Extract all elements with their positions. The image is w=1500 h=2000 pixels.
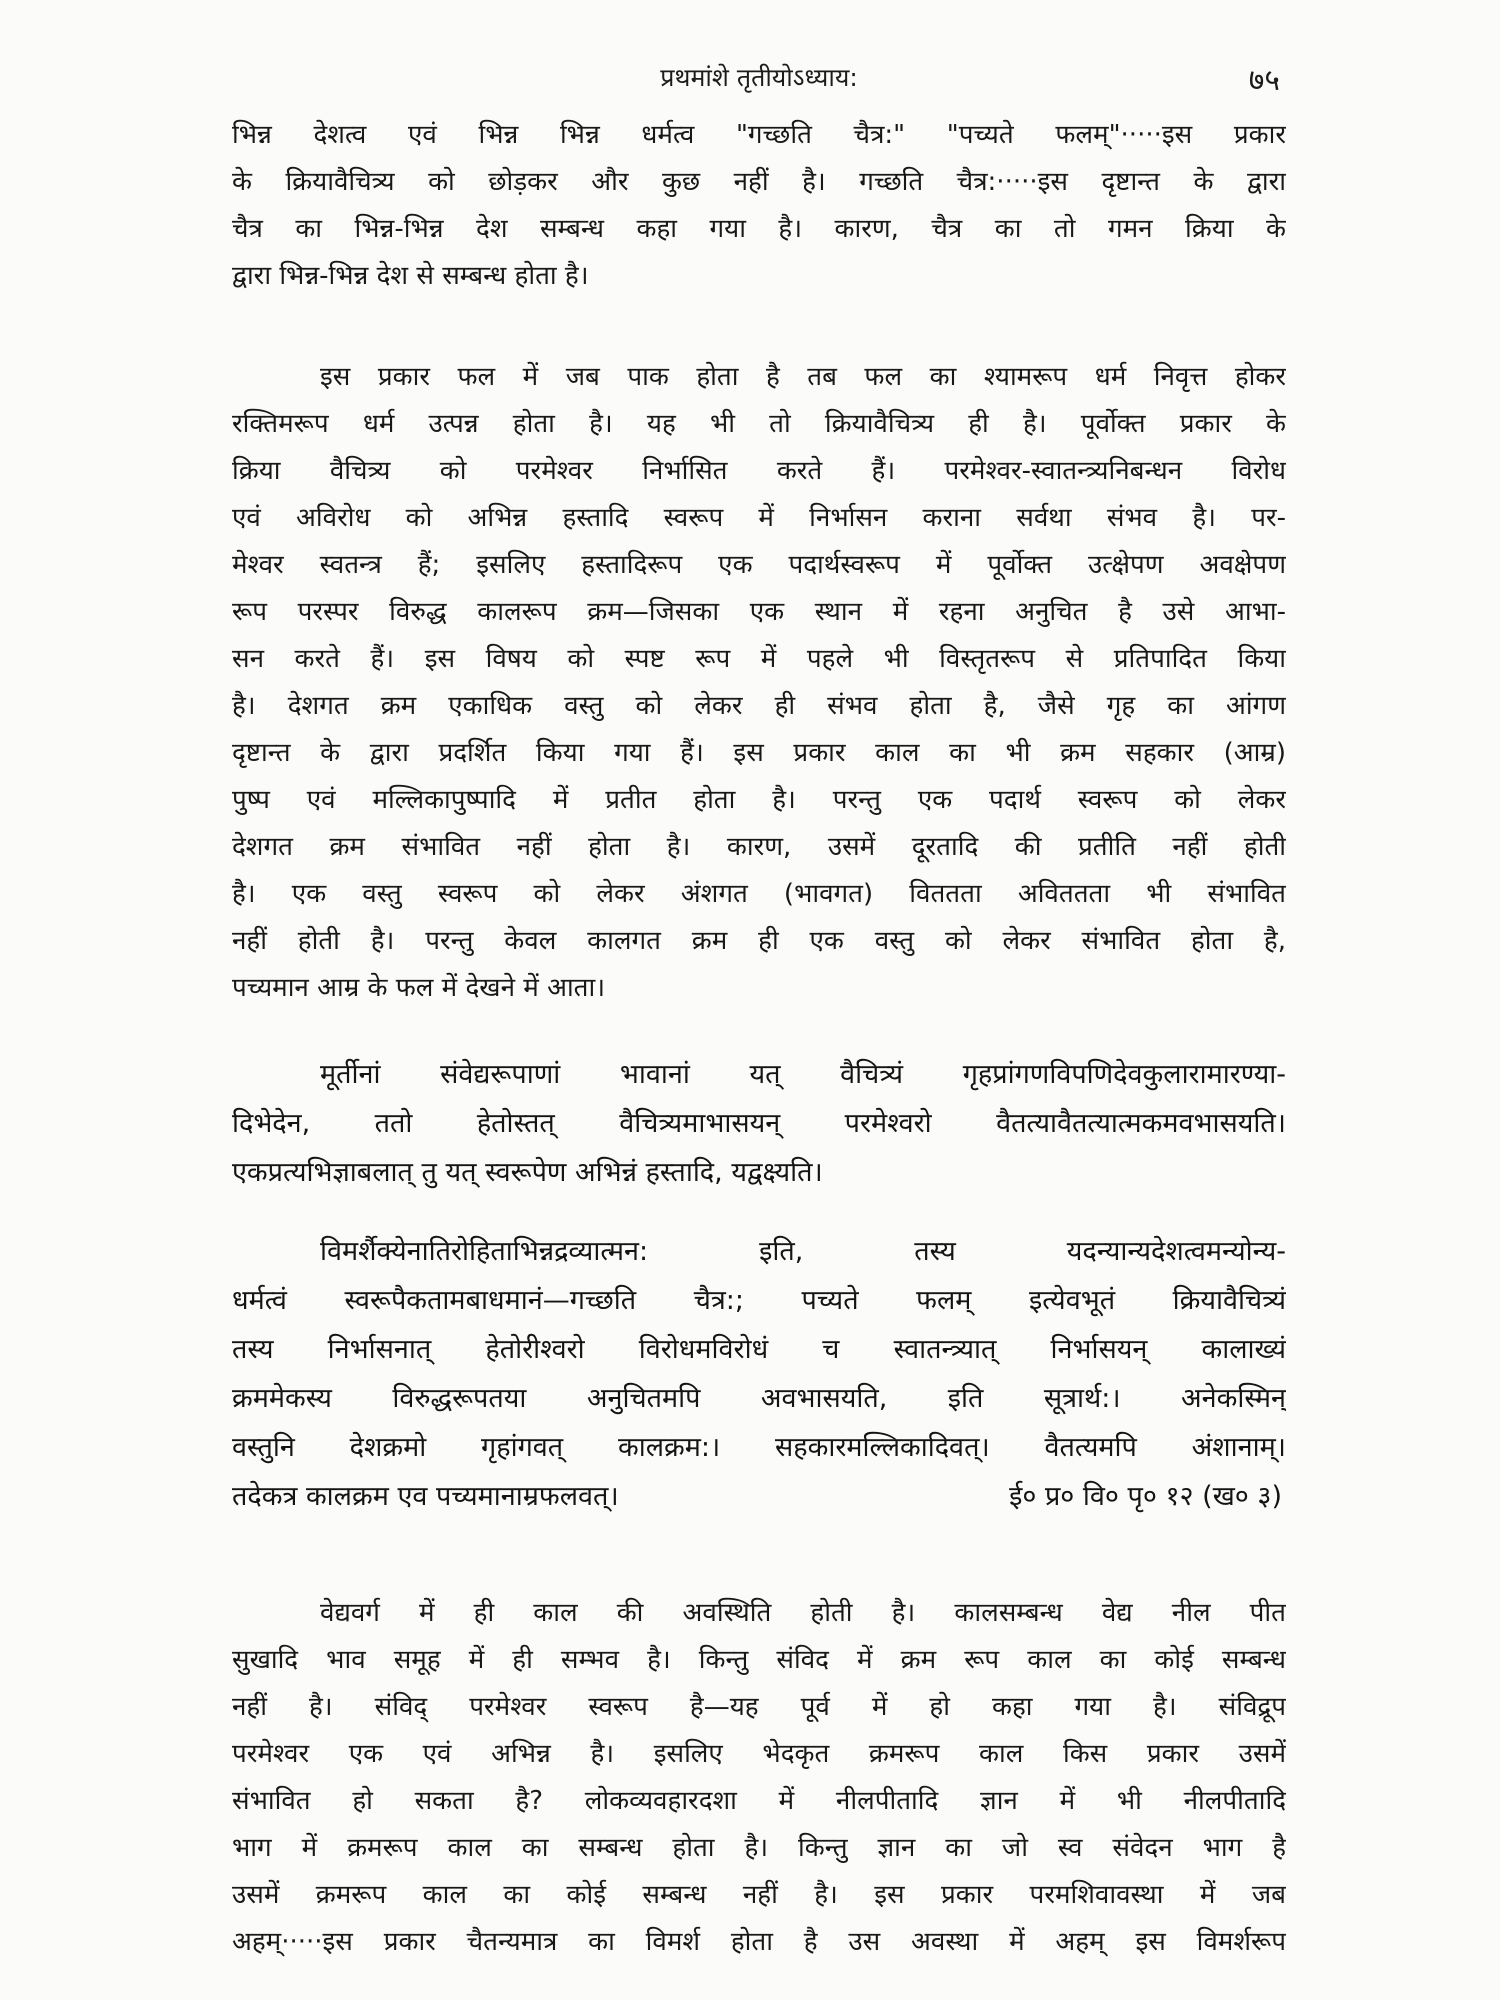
sanskrit-last-line bbox=[232, 1472, 1286, 1521]
sanskrit-line: तस्य निर्भासनात् हेतोरीश्वरो विरोधमविरोधं च स्वातन्त्र्यात् निर्भासयन् कालाख्यं bbox=[232, 1334, 1286, 1365]
sanskrit-line: विमर्शैक्येनातिरोहिताभिन्नद्रव्यात्मन: इति, तस्य यदन्यान्यदेशत्वमन्योन्य- bbox=[320, 1236, 1286, 1267]
text-line: दृष्टान्त के द्वारा प्रदर्शित किया गया हैं। इस प्रकार काल का भी क्रम सहकार (आम्र) bbox=[232, 738, 1286, 768]
text-line: सुखादि भाव समूह में ही सम्भव है। किन्तु संविद में क्रम रूप काल का कोई सम्बन्ध bbox=[232, 1645, 1286, 1675]
text-line: परमेश्वर एक एवं अभिन्न है। इसलिए भेदकृत क्रमरूप काल किस प्रकार उसमें bbox=[232, 1739, 1286, 1769]
text-line: पुष्प एवं मल्लिकापुष्पादि में प्रतीत होता है। परन्तु एक पदार्थ स्वरूप को लेकर bbox=[232, 785, 1286, 815]
text-line: मेश्वर स्वतन्त्र हैं; इसलिए हस्तादिरूप एक पदार्थस्वरूप में पूर्वोक्त उत्क्षेपण अवक्षेपण bbox=[232, 550, 1286, 580]
paragraph-1 bbox=[232, 112, 1286, 300]
text-line: चैत्र का भिन्न-भिन्न देश सम्बन्ध कहा गया है। कारण, चैत्र का तो गमन क्रिया के bbox=[232, 214, 1286, 244]
sanskrit-line: दिभेदेन, ततो हेतोस्तत् वैचित्र्यमाभासयन् परमेश्वरो वैतत्यावैतत्यात्मकमवभासयति। bbox=[232, 1108, 1286, 1139]
text-line: भिन्न देशत्व एवं भिन्न भिन्न धर्मत्व "गच्छति चैत्र:" "पच्यते फलम्"·····इस प्रकार bbox=[232, 120, 1286, 150]
text-line: सन करते हैं। इस विषय को स्पष्ट रूप में पहले भी विस्तृतरूप से प्रतिपादित किया bbox=[232, 644, 1286, 674]
text-line: अहम्·····इस प्रकार चैतन्यमात्र का विमर्श होता है उस अवस्था में अहम् इस विमर्शरूप bbox=[232, 1927, 1286, 1957]
sanskrit-quote-2 bbox=[232, 1227, 1286, 1521]
text-line: देशगत क्रम संभावित नहीं होता है। कारण, उसमें दूरतादि की प्रतीति नहीं होती bbox=[232, 832, 1286, 862]
running-header bbox=[232, 58, 1286, 108]
sanskrit-line: धर्मत्वं स्वरूपैकतामबाधमानं—गच्छति चैत्र:; पच्यते फलम् इत्येवभूतं क्रियावैचित्र्यं bbox=[232, 1285, 1286, 1316]
text-line: रूप परस्पर विरुद्ध कालरूप क्रम—जिसका एक स्थान में रहना अनुचित है उसे आभा- bbox=[232, 597, 1286, 627]
text-line: के क्रियावैचित्र्य को छोड़कर और कुछ नहीं है। गच्छति चैत्र:·····इस दृष्टान्त के द्वारा bbox=[232, 167, 1286, 197]
paragraph-3 bbox=[232, 1590, 1286, 1966]
text-line: इस प्रकार फल में जब पाक होता है तब फल का श्यामरूप धर्म निवृत्त होकर bbox=[320, 362, 1286, 392]
text-line: क्रिया वैचित्र्य को परमेश्वर निर्भासित करते हैं। परमेश्वर-स्वातन्त्र्यनिबन्धन विरोध bbox=[232, 456, 1286, 486]
chapter-title: प्रथमांशे तृतीयोऽध्याय: bbox=[660, 63, 858, 92]
sanskrit-line: मूर्तीनां संवेद्यरूपाणां भावानां यत् वैचित्र्यं गृहप्रांगणविपणिदेवकुलारामारण्या- bbox=[320, 1059, 1286, 1090]
text-line: नहीं है। संविद् परमेश्वर स्वरूप है—यह पूर्व में हो कहा गया है। संविद्रूप bbox=[232, 1692, 1286, 1722]
text-line: है। एक वस्तु स्वरूप को लेकर अंशगत (भावगत) विततता अविततता भी संभावित bbox=[232, 879, 1286, 909]
sanskrit-line: क्रममेकस्य विरुद्धरूपतया अनुचितमपि अवभासयति, इति सूत्रार्थ:। अनेकस्मिन् bbox=[232, 1383, 1286, 1414]
text-line: एवं अविरोध को अभिन्न हस्तादि स्वरूप में निर्भासन कराना सर्वथा संभव है। पर- bbox=[232, 503, 1286, 533]
text-line: द्वारा भिन्न-भिन्न देश से सम्बन्ध होता है। bbox=[232, 261, 589, 291]
sanskrit-line-end: तदेकत्र कालक्रम एव पच्यमानाम्रफलवत्। bbox=[232, 1481, 619, 1512]
text-line: संभावित हो सकता है? लोकव्यवहारदशा में नीलपीतादि ज्ञान में भी नीलपीतादि bbox=[232, 1786, 1286, 1816]
text-line: रक्तिमरूप धर्म उत्पन्न होता है। यह भी तो क्रियावैचित्र्य ही है। पूर्वोक्त प्रकार के bbox=[232, 409, 1286, 439]
text-line: वेद्यवर्ग में ही काल की अवस्थिति होती है। कालसम्बन्ध वेद्य नील पीत bbox=[320, 1598, 1286, 1628]
text-line: उसमें क्रमरूप काल का कोई सम्बन्ध नहीं है। इस प्रकार परमशिवावस्था में जब bbox=[232, 1880, 1286, 1910]
sanskrit-line: एकप्रत्यभिज्ञाबलात् तु यत् स्वरूपेण अभिन्नं हस्तादि, यद्वक्ष्यति। bbox=[232, 1157, 823, 1188]
text-line: नहीं होती है। परन्तु केवल कालगत क्रम ही एक वस्तु को लेकर संभावित होता है, bbox=[232, 926, 1286, 956]
sanskrit-quote-1 bbox=[232, 1050, 1286, 1197]
sanskrit-line: वस्तुनि देशक्रमो गृहांगवत् कालक्रम:। सहकारमल्लिकादिवत्। वैतत्यमपि अंशानाम्। bbox=[232, 1432, 1286, 1463]
paragraph-2 bbox=[232, 354, 1286, 1012]
source-citation: ई० प्र० वि० पृ० १२ (ख० ३) bbox=[1009, 1481, 1282, 1512]
text-line: भाग में क्रमरूप काल का सम्बन्ध होता है। किन्तु ज्ञान का जो स्व संवेदन भाग है bbox=[232, 1833, 1286, 1863]
page-number: ७५ bbox=[1248, 63, 1280, 98]
text-line: पच्यमान आम्र के फल में देखने में आता। bbox=[232, 973, 606, 1003]
text-line: है। देशगत क्रम एकाधिक वस्तु को लेकर ही संभव होता है, जैसे गृह का आंगण bbox=[232, 691, 1286, 721]
